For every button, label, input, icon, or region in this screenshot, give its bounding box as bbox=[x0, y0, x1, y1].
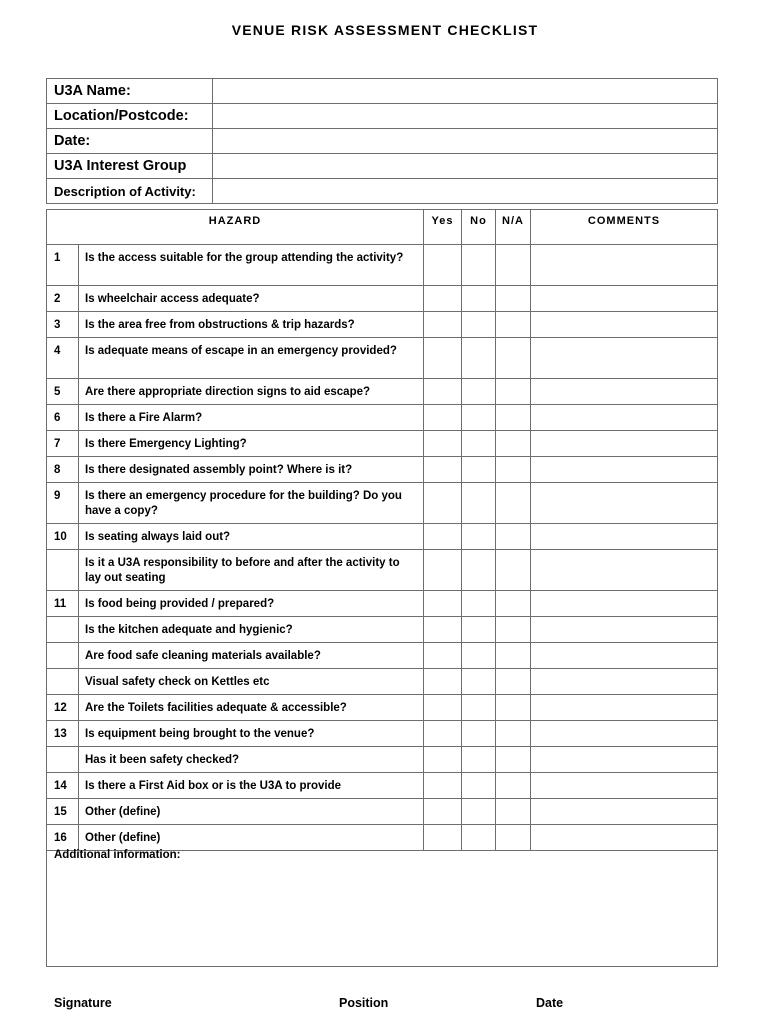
hazard-row bbox=[47, 312, 718, 338]
yes-cell[interactable] bbox=[424, 825, 462, 851]
hazard-row bbox=[47, 245, 718, 286]
yes-cell[interactable] bbox=[424, 405, 462, 431]
hazard-header-row bbox=[47, 210, 718, 245]
hazard-question: Is the area free from obstructions & trip hazards? bbox=[79, 312, 424, 338]
hazard-number bbox=[47, 643, 79, 669]
comments-cell[interactable] bbox=[531, 550, 718, 591]
hazard-number: 10 bbox=[47, 524, 79, 550]
na-cell[interactable] bbox=[496, 524, 531, 550]
u3a-name-field[interactable] bbox=[213, 79, 718, 104]
page-title: VENUE RISK ASSESSMENT CHECKLIST bbox=[231, 22, 539, 38]
comments-cell[interactable] bbox=[531, 379, 718, 405]
yes-cell[interactable] bbox=[424, 773, 462, 799]
comments-cell[interactable] bbox=[531, 721, 718, 747]
hazard-number: 13 bbox=[47, 721, 79, 747]
no-cell[interactable] bbox=[462, 312, 496, 338]
hazard-row bbox=[47, 431, 718, 457]
hazard-question: Other (define) bbox=[79, 825, 424, 851]
hazard-number: 6 bbox=[47, 405, 79, 431]
info-row-u3a-name bbox=[47, 79, 718, 104]
hazard-question: Is it a U3A responsibility to before and after the activity to lay out seating bbox=[79, 550, 424, 591]
yes-cell[interactable] bbox=[424, 669, 462, 695]
na-cell[interactable] bbox=[496, 721, 531, 747]
no-cell[interactable] bbox=[462, 550, 496, 591]
na-cell[interactable] bbox=[496, 312, 531, 338]
hazard-number: 2 bbox=[47, 286, 79, 312]
yes-cell[interactable] bbox=[424, 550, 462, 591]
comments-cell[interactable] bbox=[531, 457, 718, 483]
hazard-number: 14 bbox=[47, 773, 79, 799]
hazard-number bbox=[47, 747, 79, 773]
hazard-question: Visual safety check on Kettles etc bbox=[79, 669, 424, 695]
hazard-number: 1 bbox=[47, 245, 79, 286]
na-cell[interactable] bbox=[496, 591, 531, 617]
hazard-question: Is adequate means of escape in an emergency provided? bbox=[79, 338, 424, 379]
na-cell[interactable] bbox=[496, 695, 531, 721]
no-cell[interactable] bbox=[462, 799, 496, 825]
no-cell[interactable] bbox=[462, 591, 496, 617]
hazard-question: Are food safe cleaning materials available? bbox=[79, 643, 424, 669]
hazard-number bbox=[47, 669, 79, 695]
comments-cell[interactable] bbox=[531, 747, 718, 773]
hazard-row bbox=[47, 799, 718, 825]
yes-cell[interactable] bbox=[424, 799, 462, 825]
hazard-number: 3 bbox=[47, 312, 79, 338]
comments-cell[interactable] bbox=[531, 617, 718, 643]
na-cell[interactable] bbox=[496, 286, 531, 312]
info-label: U3A Interest Group bbox=[47, 154, 213, 179]
hazard-number: 16 bbox=[47, 825, 79, 851]
comments-cell[interactable] bbox=[531, 405, 718, 431]
hazard-question: Is seating always laid out? bbox=[79, 524, 424, 550]
na-cell[interactable] bbox=[496, 643, 531, 669]
info-row-location bbox=[47, 104, 718, 129]
additional-information-label: Additional information: bbox=[54, 849, 181, 861]
na-cell[interactable] bbox=[496, 379, 531, 405]
location-field[interactable] bbox=[213, 104, 718, 129]
na-cell[interactable] bbox=[496, 457, 531, 483]
na-header: N/A bbox=[496, 210, 531, 245]
comments-header: COMMENTS bbox=[531, 210, 718, 245]
hazard-row bbox=[47, 643, 718, 669]
comments-cell[interactable] bbox=[531, 338, 718, 379]
no-cell[interactable] bbox=[462, 405, 496, 431]
comments-cell[interactable] bbox=[531, 431, 718, 457]
yes-cell[interactable] bbox=[424, 591, 462, 617]
no-cell[interactable] bbox=[462, 286, 496, 312]
hazard-question: Is there designated assembly point? Where is it? bbox=[79, 457, 424, 483]
hazard-number: 7 bbox=[47, 431, 79, 457]
info-label: Description of Activity: bbox=[47, 179, 213, 204]
na-cell[interactable] bbox=[496, 669, 531, 695]
no-cell[interactable] bbox=[462, 747, 496, 773]
hazard-row bbox=[47, 457, 718, 483]
hazard-question: Is the access suitable for the group attending the activity? bbox=[79, 245, 424, 286]
no-cell[interactable] bbox=[462, 721, 496, 747]
na-cell[interactable] bbox=[496, 550, 531, 591]
yes-cell[interactable] bbox=[424, 695, 462, 721]
yes-cell[interactable] bbox=[424, 617, 462, 643]
hazard-header: HAZARD bbox=[47, 210, 424, 245]
hazard-question: Is food being provided / prepared? bbox=[79, 591, 424, 617]
no-cell[interactable] bbox=[462, 825, 496, 851]
hazard-row bbox=[47, 617, 718, 643]
info-row-interest-group bbox=[47, 154, 718, 179]
yes-cell[interactable] bbox=[424, 643, 462, 669]
hazard-row bbox=[47, 669, 718, 695]
no-cell[interactable] bbox=[462, 773, 496, 799]
hazard-question: Are there appropriate direction signs to aid escape? bbox=[79, 379, 424, 405]
hazard-number: 12 bbox=[47, 695, 79, 721]
no-cell[interactable] bbox=[462, 338, 496, 379]
signature-label: Signature bbox=[54, 996, 112, 1010]
info-row-date bbox=[47, 129, 718, 154]
no-cell[interactable] bbox=[462, 643, 496, 669]
na-cell[interactable] bbox=[496, 431, 531, 457]
comments-cell[interactable] bbox=[531, 245, 718, 286]
hazard-question: Is there Emergency Lighting? bbox=[79, 431, 424, 457]
na-cell[interactable] bbox=[496, 799, 531, 825]
hazard-number bbox=[47, 550, 79, 591]
hazard-number: 4 bbox=[47, 338, 79, 379]
no-cell[interactable] bbox=[462, 245, 496, 286]
na-cell[interactable] bbox=[496, 245, 531, 286]
hazard-question: Other (define) bbox=[79, 799, 424, 825]
no-header: No bbox=[462, 210, 496, 245]
no-cell[interactable] bbox=[462, 457, 496, 483]
yes-cell[interactable] bbox=[424, 286, 462, 312]
hazard-row bbox=[47, 825, 718, 851]
hazard-row bbox=[47, 338, 718, 379]
comments-cell[interactable] bbox=[531, 695, 718, 721]
description-field[interactable] bbox=[213, 179, 718, 204]
hazard-row bbox=[47, 483, 718, 524]
na-cell[interactable] bbox=[496, 405, 531, 431]
yes-cell[interactable] bbox=[424, 338, 462, 379]
info-row-description bbox=[47, 179, 718, 204]
comments-cell[interactable] bbox=[531, 669, 718, 695]
hazard-row bbox=[47, 747, 718, 773]
date-field[interactable] bbox=[213, 129, 718, 154]
yes-cell[interactable] bbox=[424, 457, 462, 483]
yes-cell[interactable] bbox=[424, 747, 462, 773]
hazard-row bbox=[47, 405, 718, 431]
comments-cell[interactable] bbox=[531, 286, 718, 312]
comments-cell[interactable] bbox=[531, 643, 718, 669]
yes-header: Yes bbox=[424, 210, 462, 245]
hazard-number: 15 bbox=[47, 799, 79, 825]
hazard-table bbox=[46, 209, 718, 851]
no-cell[interactable] bbox=[462, 379, 496, 405]
comments-cell[interactable] bbox=[531, 483, 718, 524]
additional-information-box[interactable] bbox=[46, 848, 718, 967]
no-cell[interactable] bbox=[462, 669, 496, 695]
hazard-question: Is there an emergency procedure for the building? Do you have a copy? bbox=[79, 483, 424, 524]
hazard-question: Has it been safety checked? bbox=[79, 747, 424, 773]
yes-cell[interactable] bbox=[424, 483, 462, 524]
comments-cell[interactable] bbox=[531, 773, 718, 799]
na-cell[interactable] bbox=[496, 773, 531, 799]
hazard-number: 5 bbox=[47, 379, 79, 405]
yes-cell[interactable] bbox=[424, 379, 462, 405]
hazard-question: Is the kitchen adequate and hygienic? bbox=[79, 617, 424, 643]
comments-cell[interactable] bbox=[531, 825, 718, 851]
hazard-question: Is there a First Aid box or is the U3A to provide bbox=[79, 773, 424, 799]
info-label: Date: bbox=[47, 129, 213, 154]
hazard-number: 11 bbox=[47, 591, 79, 617]
comments-cell[interactable] bbox=[531, 312, 718, 338]
hazard-row bbox=[47, 286, 718, 312]
na-cell[interactable] bbox=[496, 617, 531, 643]
na-cell[interactable] bbox=[496, 483, 531, 524]
hazard-row bbox=[47, 550, 718, 591]
no-cell[interactable] bbox=[462, 617, 496, 643]
info-table bbox=[46, 78, 718, 204]
yes-cell[interactable] bbox=[424, 312, 462, 338]
na-cell[interactable] bbox=[496, 338, 531, 379]
hazard-row bbox=[47, 379, 718, 405]
hazard-question: Are the Toilets facilities adequate & accessible? bbox=[79, 695, 424, 721]
yes-cell[interactable] bbox=[424, 431, 462, 457]
no-cell[interactable] bbox=[462, 524, 496, 550]
no-cell[interactable] bbox=[462, 483, 496, 524]
na-cell[interactable] bbox=[496, 747, 531, 773]
comments-cell[interactable] bbox=[531, 799, 718, 825]
info-label: U3A Name: bbox=[47, 79, 213, 104]
na-cell[interactable] bbox=[496, 825, 531, 851]
hazard-number bbox=[47, 617, 79, 643]
hazard-row bbox=[47, 591, 718, 617]
comments-cell[interactable] bbox=[531, 524, 718, 550]
no-cell[interactable] bbox=[462, 431, 496, 457]
yes-cell[interactable] bbox=[424, 721, 462, 747]
hazard-row bbox=[47, 695, 718, 721]
date-label: Date bbox=[536, 996, 564, 1010]
hazard-number: 8 bbox=[47, 457, 79, 483]
info-label: Location/Postcode: bbox=[47, 104, 213, 129]
hazard-row bbox=[47, 721, 718, 747]
yes-cell[interactable] bbox=[424, 524, 462, 550]
hazard-question: Is wheelchair access adequate? bbox=[79, 286, 424, 312]
hazard-row bbox=[47, 524, 718, 550]
interest-group-field[interactable] bbox=[213, 154, 718, 179]
hazard-question: Is equipment being brought to the venue? bbox=[79, 721, 424, 747]
hazard-row bbox=[47, 773, 718, 799]
hazard-question: Is there a Fire Alarm? bbox=[79, 405, 424, 431]
position-label: Position bbox=[339, 996, 389, 1010]
hazard-number: 9 bbox=[47, 483, 79, 524]
comments-cell[interactable] bbox=[531, 591, 718, 617]
no-cell[interactable] bbox=[462, 695, 496, 721]
yes-cell[interactable] bbox=[424, 245, 462, 286]
